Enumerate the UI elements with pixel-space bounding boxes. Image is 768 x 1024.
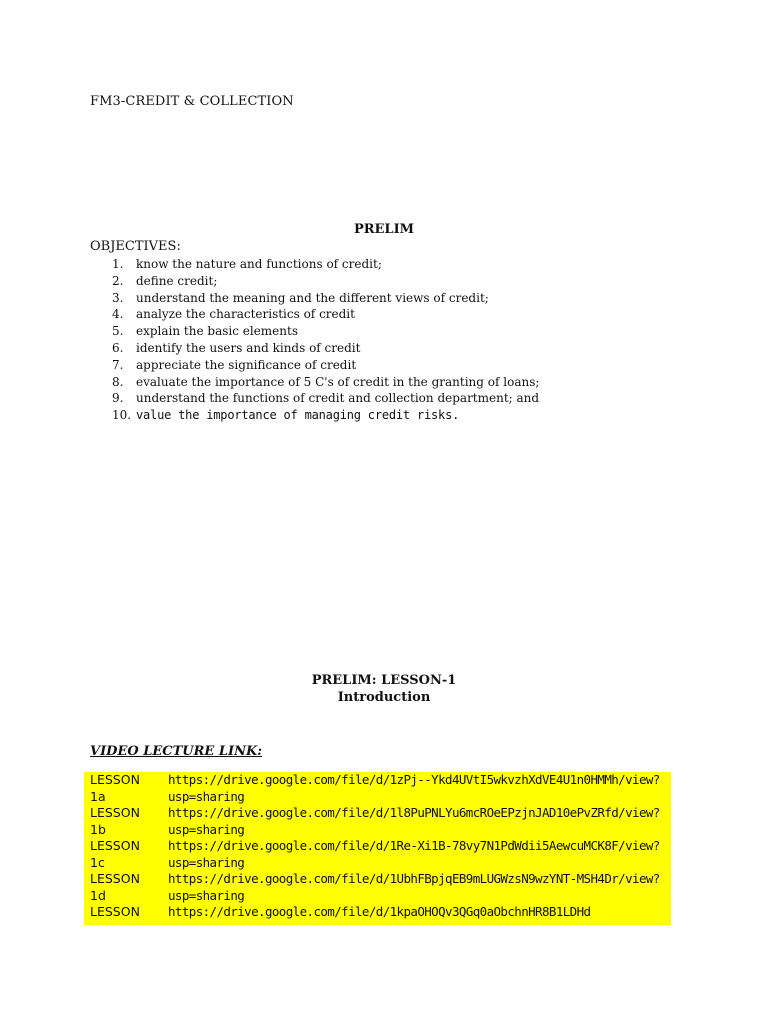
objective-item: [90, 256, 539, 273]
table-row: [84, 871, 671, 904]
objective-number: 1.: [112, 257, 124, 271]
objectives-list: [90, 256, 539, 424]
table-row: [84, 904, 671, 925]
objective-item: [90, 340, 539, 357]
lesson-label: [84, 904, 162, 925]
objective-number: 2.: [112, 273, 124, 288]
objectives-label: OBJECTIVES:: [90, 239, 181, 254]
video-links-table: [84, 772, 671, 925]
objective-number: 3.: [112, 290, 124, 305]
lesson-link[interactable]: https://drive.google.com/file/d/1kpaOHOQv3QGq0aObchnHR8B1LDHd: [168, 904, 591, 919]
lesson-heading: [0, 672, 768, 706]
objective-item: [90, 374, 539, 391]
objective-text: explain the basic elements: [136, 324, 298, 339]
lesson-link[interactable]: https://drive.google.com/file/d/1UbhFBpjqEB9mLUGWzsN9wzYNT-MSH4Dr/view?usp=sharing: [168, 871, 660, 903]
objective-number: 6.: [112, 340, 124, 355]
lesson-label-word: LESSON: [90, 772, 140, 787]
lesson-label-word: LESSON: [90, 838, 140, 853]
objective-item: [90, 273, 539, 290]
objective-text: analyze the characteristics of credit: [136, 307, 355, 322]
objective-item: [90, 323, 539, 340]
lesson-link[interactable]: https://drive.google.com/file/d/1l8PuPNLYu6mcROeEPzjnJAD10ePvZRfd/view?usp=sharing: [168, 805, 660, 837]
table-row: [84, 772, 671, 805]
lesson-label-word: LESSON: [90, 805, 140, 820]
objective-text: appreciate the significance of credit: [136, 357, 357, 372]
objective-number: 4.: [112, 307, 124, 322]
prelim-heading: PRELIM: [353, 222, 415, 237]
objective-text: know the nature and functions of credit;: [136, 257, 382, 271]
objective-item: [90, 290, 539, 307]
table-row: [84, 805, 671, 838]
objective-text: understand the meaning and the different views of credit;: [136, 290, 489, 305]
objective-text: value the importance of managing credit risks.: [136, 408, 460, 423]
objective-number: 9.: [112, 391, 124, 406]
lesson-label-word: LESSON: [90, 871, 140, 886]
lesson-label: [84, 805, 162, 838]
lesson-label-id: 1a: [90, 788, 106, 804]
course-title: FM3-CREDIT & COLLECTION: [90, 94, 294, 109]
objective-number: 5.: [112, 324, 124, 339]
objective-text: identify the users and kinds of credit: [136, 340, 361, 355]
lesson-label-id: 1d: [90, 887, 106, 903]
objective-item: [90, 357, 539, 374]
objective-item: [90, 306, 539, 323]
lesson-label-word: LESSON: [90, 904, 140, 919]
lesson-subtitle: Introduction: [337, 690, 431, 705]
objective-text: define credit;: [136, 273, 218, 288]
lesson-label: [84, 871, 162, 904]
table-row: [84, 838, 671, 871]
objective-number: 10.: [112, 408, 132, 423]
objective-number: 8.: [112, 374, 124, 389]
lesson-label: [84, 838, 162, 871]
lesson-label-id: 1c: [90, 854, 105, 870]
objective-text: understand the functions of credit and collection department; and: [136, 391, 540, 406]
lesson-link[interactable]: https://drive.google.com/file/d/1Re-Xi1B-78vy7N1PdWdii5AewcuMCK8F/view?usp=sharing: [168, 838, 660, 870]
objective-text: evaluate the importance of 5 C's of credit in the granting of loans;: [136, 374, 540, 389]
lesson-title: PRELIM: LESSON-1: [311, 673, 457, 688]
objective-item: [90, 407, 539, 424]
lesson-label-id: 1b: [90, 821, 106, 837]
lesson-link[interactable]: https://drive.google.com/file/d/1zPj--Ykd4UVtI5wkvzhXdVE4U1n0HMMh/view?usp=sharing: [168, 772, 660, 804]
video-lecture-heading: VIDEO LECTURE LINK:: [90, 744, 263, 759]
lesson-label: [84, 772, 162, 805]
objective-number: 7.: [112, 357, 124, 372]
objective-item: [90, 390, 539, 407]
